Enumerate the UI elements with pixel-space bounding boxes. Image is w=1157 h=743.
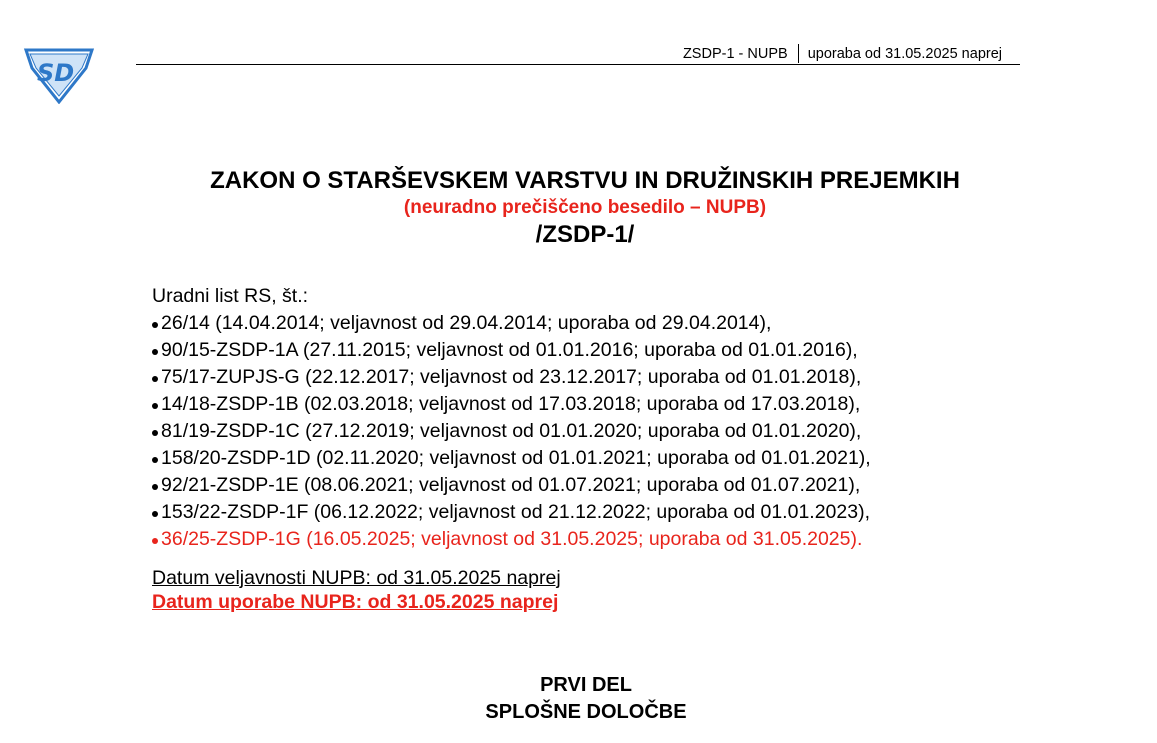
page-header: [683, 44, 1002, 63]
bullet-icon: [152, 349, 158, 355]
gazette-item: [152, 337, 871, 364]
bullet-icon: [152, 457, 158, 463]
gazette-item-text: 92/21-ZSDP-1E (08.06.2021; veljavnost od 01.07.2021; uporaba od 01.07.2021),: [161, 474, 861, 496]
gazette-item: [152, 310, 871, 337]
title-block: [0, 166, 1157, 250]
gazette-item-text: 153/22-ZSDP-1F (06.12.2022; veljavnost od 21.12.2022; uporaba od 01.01.2023),: [161, 501, 870, 523]
gazette-item-text: 75/17-ZUPJS-G (22.12.2017; veljavnost od 23.12.2017; uporaba od 01.01.2018),: [161, 366, 862, 388]
part-heading: [0, 672, 1157, 726]
bullet-icon: [152, 538, 158, 544]
header-doc-ref: ZSDP-1 - NUPB: [682, 45, 788, 62]
sd-shield-logo-icon: [20, 46, 98, 104]
bullet-icon: [152, 484, 158, 490]
gazette-item: [152, 445, 871, 472]
header-rule: [136, 64, 1020, 65]
bullet-icon: [152, 403, 158, 409]
gazette-list: [152, 283, 871, 553]
gazette-item-text: 36/25-ZSDP-1G (16.05.2025; veljavnost od 31.05.2025; uporaba od 31.05.2025).: [161, 528, 863, 550]
header-usage: uporaba od 31.05.2025 naprej: [807, 45, 1002, 62]
nupb-dates: [152, 566, 561, 614]
gazette-item: [152, 391, 871, 418]
gazette-item-text: 26/14 (14.04.2014; veljavnost od 29.04.2014; uporaba od 29.04.2014),: [161, 312, 772, 334]
part-number: PRVI DEL: [540, 674, 632, 696]
gazette-item-text: 158/20-ZSDP-1D (02.11.2020; veljavnost od 01.01.2021; uporaba od 01.01.2021),: [161, 447, 871, 469]
part-name: SPLOŠNE DOLOČBE: [485, 701, 687, 723]
gazette-item: [152, 364, 871, 391]
law-subtitle: (neuradno prečiščeno besedilo – NUPB): [403, 197, 767, 218]
gazette-item-text: 81/19-ZSDP-1C (27.12.2019; veljavnost od 01.01.2020; uporaba od 01.01.2020),: [161, 420, 862, 442]
svg-text:SD: SD: [37, 59, 75, 87]
law-title: ZAKON O STARŠEVSKEM VARSTVU IN DRUŽINSKIH PREJEMKIH: [210, 167, 960, 194]
validity-date: Datum veljavnosti NUPB: od 31.05.2025 naprej: [152, 567, 561, 589]
bullet-icon: [152, 430, 158, 436]
bullet-icon: [152, 322, 158, 328]
header-separator: [798, 44, 799, 63]
law-abbreviation: /ZSDP-1/: [535, 221, 635, 248]
gazette-item-text: 14/18-ZSDP-1B (02.03.2018; veljavnost od 17.03.2018; uporaba od 17.03.2018),: [161, 393, 861, 415]
logo-icon: [20, 46, 98, 104]
gazette-item-latest: [152, 526, 871, 553]
gazette-item: [152, 418, 871, 445]
bullet-icon: [152, 376, 158, 382]
gazette-item: [152, 499, 871, 526]
gazette-intro: Uradni list RS, št.:: [152, 285, 309, 307]
gazette-item-text: 90/15-ZSDP-1A (27.11.2015; veljavnost od 01.01.2016; uporaba od 01.01.2016),: [161, 339, 858, 361]
bullet-icon: [152, 511, 158, 517]
usage-date: Datum uporabe NUPB: od 31.05.2025 naprej: [152, 591, 559, 613]
gazette-item: [152, 472, 871, 499]
